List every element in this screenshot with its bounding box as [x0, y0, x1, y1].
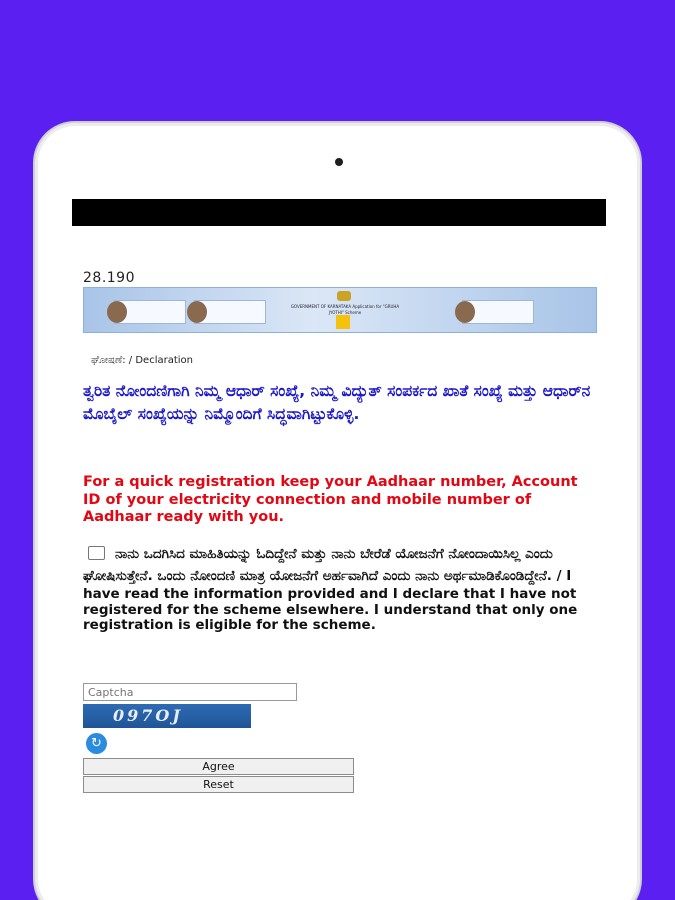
front-camera: [335, 158, 343, 166]
declaration-checkbox[interactable]: [88, 546, 105, 560]
banner-title: GOVERNMENT OF KARNATAKA Application for "GRUHA JYOTHI" Scheme: [290, 304, 400, 315]
scheme-banner: [83, 287, 597, 333]
scheme-logo-icon: [336, 315, 350, 329]
notice-kannada: ತ್ವರಿತ ನೋಂದಣಿಗಾಗಿ ನಿಮ್ಮ ಆಧಾರ್ ಸಂಖ್ಯೆ, ನಿಮ್ಮ ವಿದ್ಯುತ್ ಸಂಪರ್ಕದ ಖಾತೆ ಸಂಖ್ಯೆ ಮತ್ತು ಆಧಾರ್‌ನ ಮೊಬೈಲ್ ಸಂಖ್ಯೆಯನ್ನು ನಿಮ್ಮೊಂದಿಗೆ ಸಿದ್ಧವಾಗಿಟ್ಟುಕೊಳ್ಳಿ.: [83, 382, 591, 423]
agree-button[interactable]: Agree: [83, 758, 354, 775]
tablet-frame: [33, 121, 642, 900]
breadcrumb: ಘೋಷಣೆ: / Declaration: [91, 355, 193, 366]
captcha-input[interactable]: [83, 683, 297, 701]
status-bar: [72, 199, 606, 226]
captcha-image: 097OJ: [83, 704, 251, 728]
device-screen: [72, 199, 606, 900]
notice-english: For a quick registration keep your Aadhaar number, Account ID of your electricity connection and mobile number of Aadhaar ready with you.: [83, 474, 578, 525]
declaration-english: have read the information provided and I declare that I have not registered for the scheme elsewhere. I understand that only one registration is eligible for the scheme.: [83, 586, 578, 633]
portrait-icon: [187, 301, 207, 323]
minister-portrait-badge: [462, 300, 534, 324]
portrait-icon: [455, 301, 475, 323]
dcm-portrait-badge: [194, 300, 266, 324]
cm-portrait-badge: [114, 300, 186, 324]
reset-button[interactable]: Reset: [83, 776, 354, 793]
temperature-readout: 28.190: [83, 270, 135, 286]
declaration-block: [83, 543, 597, 634]
refresh-captcha-icon[interactable]: ↻: [86, 733, 107, 754]
state-emblem-icon: [337, 291, 351, 301]
declaration-kannada: ನಾನು ಒದಗಿಸಿದ ಮಾಹಿತಿಯನ್ನು ಓದಿದ್ದೇನೆ ಮತ್ತು ನಾನು ಬೇರೆಡೆ ಯೋಜನೆಗೆ ನೋಂದಾಯಿಸಿಲ್ಲ ಎಂದು ಘೋಷಿಸುತ್ತೇನೆ. ಒಂದು ನೋಂದಣಿ ಮಾತ್ರ ಯೋಜನೆಗೆ ಅರ್ಹವಾಗಿದೆ ಎಂದು ನಾನು ಅರ್ಥಮಾಡಿಕೊಂಡಿದ್ದೇನೆ. / I: [83, 546, 572, 584]
portrait-icon: [107, 301, 127, 323]
